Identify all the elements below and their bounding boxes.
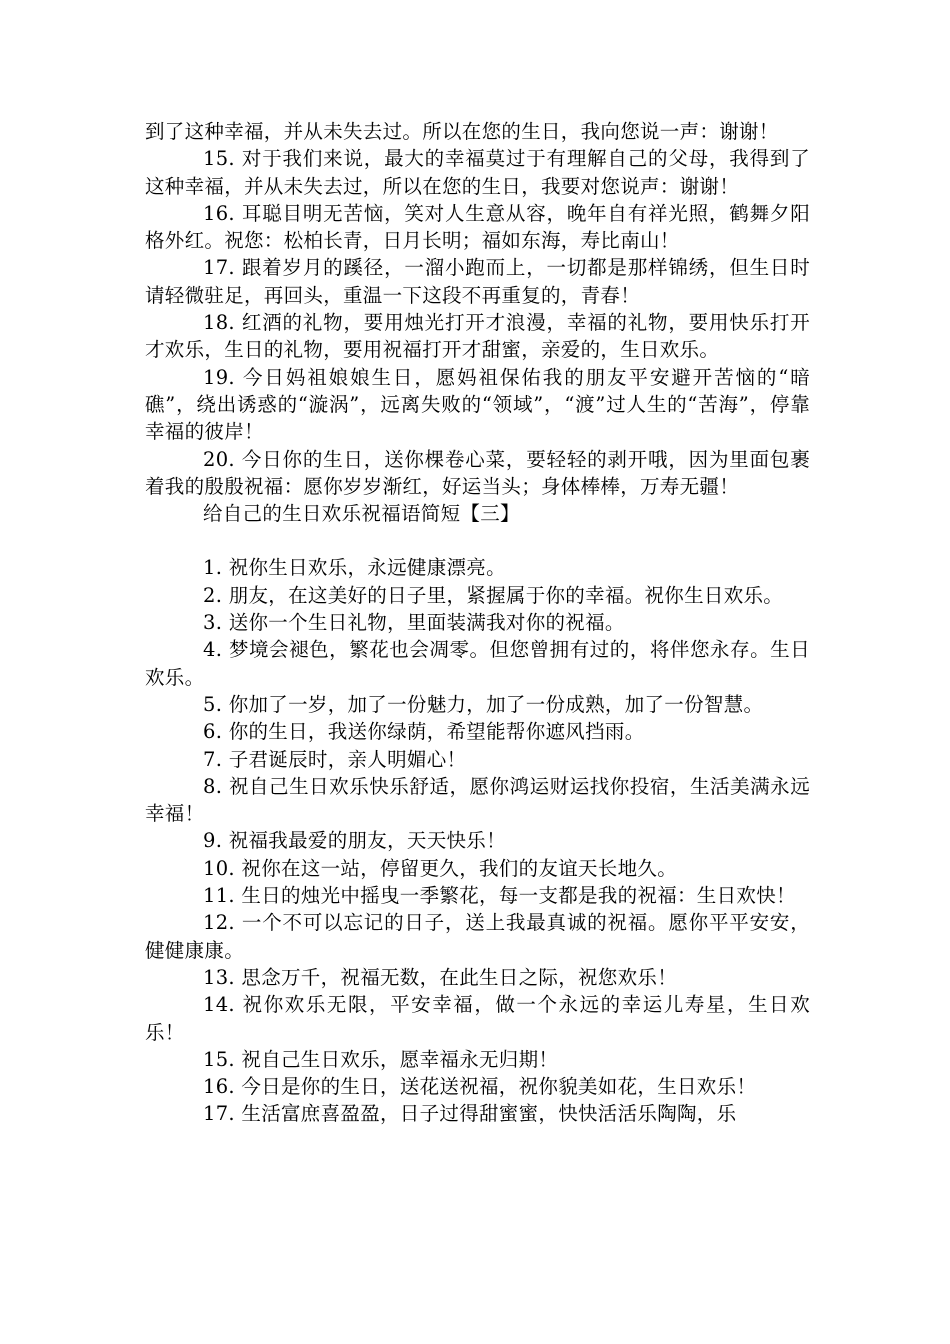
wish-item-14: 14. 祝你欢乐无限，平安幸福，做一个永远的幸运儿寿星，生日欢乐！ [145,993,810,1044]
wish-item-10: 10. 祝你在这一站，停留更久，我们的友谊天长地久。 [203,856,678,880]
wish-item-19: 19. 今日妈祖娘娘生日，愿妈祖保佑我的朋友平安避开苦恼的“暗礁”，绕出诱惑的“漩涡”，远离失败的“领域”，“渡”过人生的“苦海”，停靠幸福的彼岸！ [145,365,810,444]
wish-item-4: 4. 梦境会褪色，繁花也会凋零。但您曾拥有过的，将伴您永存。生日欢乐。 [145,638,810,689]
wish-item-12: 12. 一个不可以忘记的日子，送上我最真诚的祝福。愿你平平安安，健健康康。 [145,911,810,962]
wish-item-16b: 16. 今日是你的生日，送花送祝福，祝你貌美如花，生日欢乐！ [203,1075,757,1099]
lead-paragraph: 到了这种幸福，并从未失去过。所以在您的生日，我向您说一声：谢谢！ [145,120,779,143]
wish-item-17b: 17. 生活富庶喜盈盈，日子过得甜蜜蜜，快快活活乐陶陶，乐 [203,1102,737,1126]
wish-item-20: 20. 今日你的生日，送你棵卷心菜，要轻轻的剥开哦，因为里面包裹着我的殷殷祝福：愿你岁岁渐红，好运当头；身体棒棒，万寿无疆！ [145,447,810,498]
wish-item-1: 1. 祝你生日欢乐，永远健康漂亮。 [203,556,506,580]
wish-item-6: 6. 你的生日，我送你绿荫，希望能帮你遮风挡雨。 [203,720,645,744]
document-page [145,118,810,1128]
wish-item-15b: 15. 祝自己生日欢乐，愿幸福永无归期！ [203,1047,559,1071]
wish-item-9: 9. 祝福我最爱的朋友，天天快乐！ [203,829,506,853]
wish-item-15: 15. 对于我们来说，最大的幸福莫过于有理解自己的父母，我得到了这种幸福，并从未失去过，所以在您的生日，我要对您说声：谢谢！ [145,147,810,198]
wish-item-2: 2. 朋友，在这美好的日子里，紧握属于你的幸福。祝你生日欢乐。 [203,583,784,607]
wish-item-17: 17. 跟着岁月的蹊径，一溜小跑而上，一切都是那样锦绣，但生日时请轻微驻足，再回头，重温一下这段不再重复的，青春！ [145,256,810,307]
wish-item-8: 8. 祝自己生日欢乐快乐舒适，愿你鸿运财运找你投宿，生活美满永远幸福！ [145,774,810,826]
wish-item-13: 13. 思念万千，祝福无数，在此生日之际，祝您欢乐！ [203,965,678,989]
section-heading: 给自己的生日欢乐祝福语简短【三】 [203,502,520,526]
wish-item-11: 11. 生日的烛光中摇曳一季繁花，每一支都是我的祝福：生日欢快！ [203,884,796,908]
wish-item-7: 7. 子君诞辰时，亲人明媚心！ [203,747,467,771]
wish-item-18: 18. 红酒的礼物，要用烛光打开才浪漫，幸福的礼物，要用快乐打开才欢乐，生日的礼物，要用祝福打开才甜蜜，亲爱的，生日欢乐。 [145,311,810,362]
wish-item-5: 5. 你加了一岁，加了一份魅力，加了一份成熟，加了一份智慧。 [203,692,764,716]
wish-item-3: 3. 送你一个生日礼物，里面装满我对你的祝福。 [203,611,625,635]
wish-item-16: 16. 耳聪目明无苦恼，笑对人生意从容，晚年自有祥光照，鹤舞夕阳格外红。祝您：松柏长青，日月长明；福如东海，寿比南山！ [145,201,810,253]
